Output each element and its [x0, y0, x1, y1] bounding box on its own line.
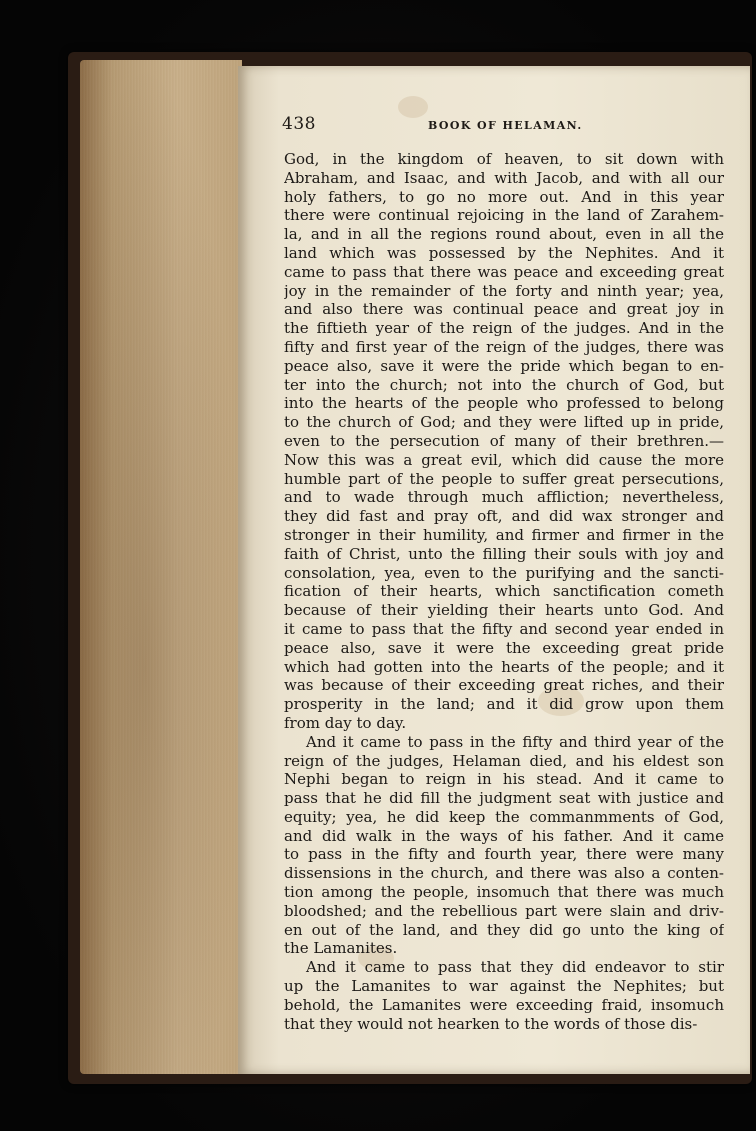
text-line: fifty and first year of the reign of the judges, there was: [284, 337, 724, 356]
text-line: Now this was a great evil, which did cause the more: [284, 450, 724, 469]
text-line: Abraham, and Isaac, and with Jacob, and with all our: [284, 168, 724, 187]
text-line: bloodshed; and the rebellious part were slain and driv-: [284, 901, 724, 920]
text-line: fication of their hearts, which sanctification cometh: [284, 582, 724, 601]
text-line: into the hearts of the people who professed to belong: [284, 394, 724, 413]
text-line: dissensions in the church, and there was also a conten-: [284, 864, 724, 883]
text-line: ter into the church; not into the church of God, but: [284, 375, 724, 394]
text-line: and did walk in the ways of his father. And it came: [284, 826, 724, 845]
text-line: reign of the judges, Helaman died, and his eldest son: [284, 751, 724, 770]
text-line: and also there was continual peace and great joy in: [284, 300, 724, 319]
text-line: there were continual rejoicing in the land of Zarahem-: [284, 206, 724, 225]
text-line: prosperity in the land; and it did grow upon them: [284, 695, 724, 714]
text-line: which had gotten into the hearts of the people; and it: [284, 657, 724, 676]
text-line: peace also, save it were the exceeding great pride: [284, 638, 724, 657]
text-line: to pass in the fifty and fourth year, there were many: [284, 845, 724, 864]
text-line: to the church of God; and they were lifted up in pride,: [284, 413, 724, 432]
text-line: And it came to pass that they did endeavor to stir: [306, 958, 724, 977]
text-line: because of their yielding their hearts unto God. And: [284, 601, 724, 620]
text-line: from day to day.: [284, 713, 407, 732]
text-line: holy fathers, to go no more out. And in this year: [284, 187, 724, 206]
text-line: stronger in their humility, and firmer and firmer in the: [284, 525, 724, 544]
running-head: BOOK OF HELAMAN.: [428, 119, 583, 132]
page-block-edge: [80, 60, 242, 1074]
text-line: God, in the kingdom of heaven, to sit down with: [284, 150, 724, 168]
text-line: faith of Christ, unto the filling their souls with joy and: [284, 544, 724, 563]
text-line: they did fast and pray oft, and did wax stronger and: [284, 507, 724, 526]
text-line: land which was possessed by the Nephites. And it: [284, 243, 724, 262]
text-line: and to wade through much affliction; nevertheless,: [284, 488, 724, 507]
text-line: humble part of the people to suffer great persecutions,: [284, 469, 724, 488]
page-text: [284, 150, 724, 1033]
text-line: the Lamanites.: [284, 939, 398, 958]
text-line: pass that he did fill the judgment seat with justice and: [284, 789, 724, 808]
text-line: consolation, yea, even to the purifying and the sancti-: [284, 563, 724, 582]
text-line: equity; yea, he did keep the commanmments of God,: [284, 807, 724, 826]
text-line: And it came to pass in the fifty and third year of the: [306, 732, 724, 751]
page-header: [282, 114, 722, 140]
text-line: tion among the people, insomuch that there was much: [284, 883, 724, 902]
text-line: behold, the Lamanites were exceeding fraid, insomuch: [284, 995, 724, 1014]
text-line: was because of their exceeding great riches, and their: [284, 676, 724, 695]
text-line: the fiftieth year of the reign of the judges. And in the: [284, 319, 724, 338]
text-line: that they would not hearken to the words of those dis-: [284, 1014, 698, 1033]
text-line: peace also, save it were the pride which began to en-: [284, 356, 724, 375]
page-number: 438: [282, 114, 316, 134]
text-line: la, and in all the regions round about, even in all the: [284, 225, 724, 244]
text-line: it came to pass that the fifty and second year ended in: [284, 619, 724, 638]
text-line: Nephi began to reign in his stead. And it came to: [284, 770, 724, 789]
text-line: en out of the land, and they did go unto the king of: [284, 920, 724, 939]
text-line: up the Lamanites to war against the Nephites; but: [284, 977, 724, 996]
text-line: came to pass that there was peace and exceeding great: [284, 262, 724, 281]
text-line: even to the persecution of many of their brethren.—: [284, 431, 724, 450]
text-line: joy in the remainder of the forty and ninth year; yea,: [284, 281, 724, 300]
